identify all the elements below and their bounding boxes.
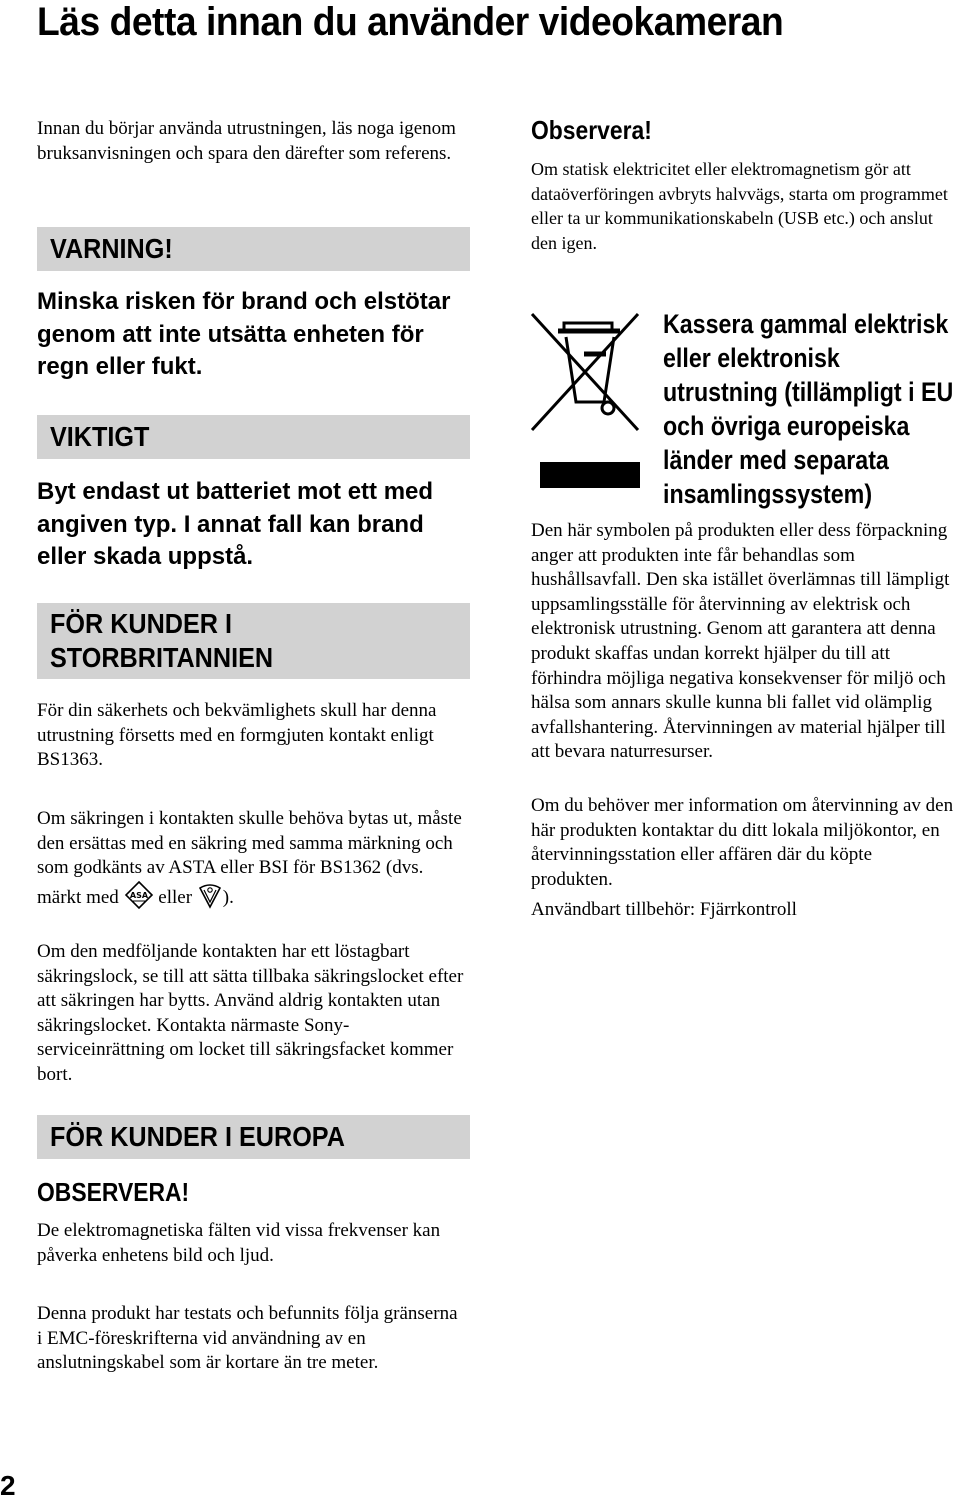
svg-text:ASA: ASA xyxy=(129,890,148,900)
important-text: Byt endast ut batteriet mot ett med angiven typ. I annat fall kan brand eller skada uppstå. xyxy=(37,478,434,570)
weee-paragraph-2: Om du behöver mer information om återvinning av den här produkten kontaktar du ditt lokala miljökontor, en återvinningsstation eller affären där du köpte produkten. xyxy=(531,795,954,890)
intro-text: Innan du börjar använda utrustningen, läs noga igenom bruksanvisningen och spara den därefter som referens. xyxy=(37,118,456,164)
uk-paragraph-2: Om säkringen i kontakten skulle behöva bytas ut, måste den ersättas med en säkring med samma märkning och som godkänts av ASTA eller BSI för BS1362 (dvs. märkt med ASA eller ). xyxy=(37,808,462,908)
weee-heading: Kassera gammal elektrisk eller elektronisk utrustning (tillämpligt i EU och övriga europeiska länder med separata insamlingssystem) xyxy=(663,309,954,509)
warning-text: Minska risken för brand och elstötar genom att inte utsätta enheten för regn eller fukt. xyxy=(37,288,451,380)
eu-subheading: OBSERVERA! xyxy=(37,1177,190,1207)
note-text: Om statisk elektricitet eller elektromagnetism gör att dataöverföringen avbryts halvvägs, starta om programmet eller ta ur kommunikationskabeln (USB etc.) och anslut den igen. xyxy=(531,159,948,253)
weee-paragraph-1: Den här symbolen på produkten eller dess förpackning anger att produkten inte får behandlas som hushållsavfall. Den ska istället överlämnas till lämpligt uppsamlingsställe för återvinning av elektrisk och elektronisk utrustning. Genom att garantera att denna produkt skaffas undan korrekt hjälper du till att förhindra möjliga negativa konsekvenser för miljö och hälsa som annars skulle kunna bli fallet vid olämplig avfallshantering. Återvinningen av material hjälper till att bevara naturresurser. xyxy=(531,520,950,763)
asta-mark-icon xyxy=(124,881,154,909)
uk-paragraph-3: Om den medföljande kontakten har ett löstagbart säkringslock, se till att sätta tillbaka säkringslocket efter att säkringen har bytts. Använd aldrig kontakten utan säkringslocket. Kontakta närmaste Sony-serviceinrättning om locket till säkringsfacket kommer bort. xyxy=(37,941,464,1085)
crossed-out-wheelie-bin-icon xyxy=(528,312,642,490)
page-title: Läs detta innan du använder videokameran xyxy=(37,0,784,44)
accessory-text: Användbart tillbehör: Fjärrkontroll xyxy=(531,899,797,920)
note-heading: Observera! xyxy=(531,115,652,145)
eu-paragraph-2: Denna produkt har testats och befunnits följa gränserna i EMC-föreskrifterna vid användning av en anslutningskabel som är kortare än tre meter. xyxy=(37,1303,458,1374)
uk-paragraph-1: För din säkerhets och bekvämlighets skull har denna utrustning försetts med en formgjuten kontakt enligt BS1363. xyxy=(37,700,437,771)
important-heading: VIKTIGT xyxy=(37,415,470,459)
page-number: 2 xyxy=(0,1470,16,1501)
uk-heading: FÖR KUNDER I STORBRITANNIEN xyxy=(37,603,470,679)
bsi-kitemark-icon xyxy=(197,881,223,909)
warning-heading: VARNING! xyxy=(37,227,470,271)
eu-heading: FÖR KUNDER I EUROPA xyxy=(37,1115,470,1159)
eu-paragraph-1: De elektromagnetiska fälten vid vissa frekvenser kan påverka enhetens bild och ljud. xyxy=(37,1220,441,1266)
